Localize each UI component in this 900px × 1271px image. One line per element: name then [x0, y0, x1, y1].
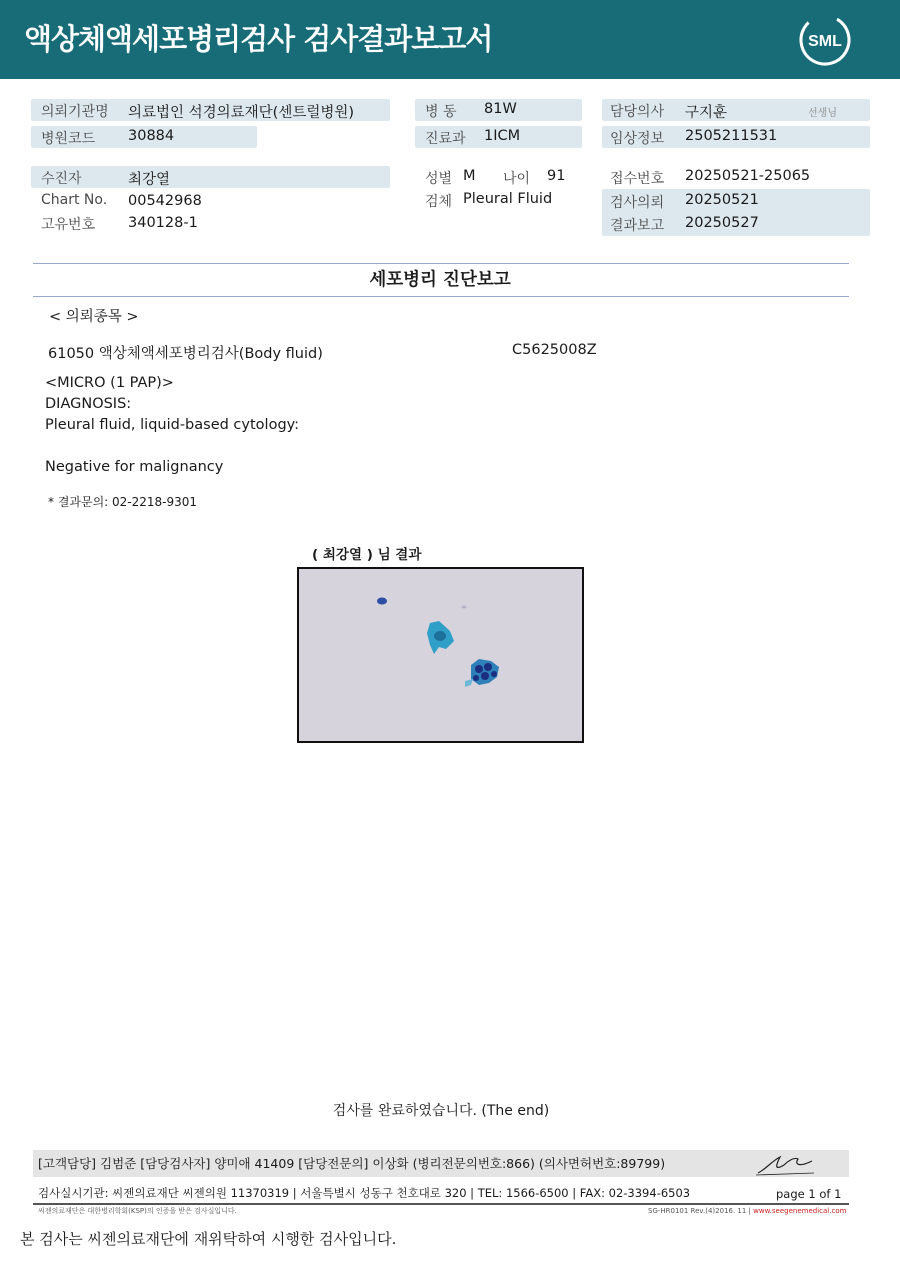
- page-number: page 1 of 1: [776, 1187, 842, 1201]
- dept-row: [415, 126, 582, 148]
- institution-label: 의뢰기관명: [41, 104, 109, 120]
- image-caption: ( 최강열 ) 님 결과: [312, 547, 422, 563]
- receipt-label: 접수번호: [610, 171, 665, 187]
- report-title: 액상체액세포병리검사 검사결과보고서: [24, 22, 493, 56]
- specimen-label: 검체: [425, 194, 453, 210]
- ward-label: 병 동: [425, 104, 457, 120]
- signature: [754, 1151, 816, 1177]
- end-of-report: 검사를 완료하였습니다. (The end): [332, 1103, 550, 1119]
- chart-label: Chart No.: [41, 192, 108, 208]
- outsourcing-note: 본 검사는 씨젠의료재단에 재위탁하여 시행한 검사입니다.: [20, 1230, 397, 1248]
- clinical-value: 2505211531: [685, 128, 778, 144]
- patient-label: 수진자: [41, 171, 82, 187]
- doctor-row: [602, 99, 870, 121]
- unique-value: 340128-1: [128, 215, 198, 231]
- sex-label: 성별: [425, 171, 453, 187]
- form-code-text: SG-HR0101 Rev.(4)2016. 11 |: [648, 1207, 754, 1215]
- hospital-code-value: 30884: [128, 128, 175, 144]
- ward-value: 81W: [484, 101, 517, 117]
- logo-text: SML: [808, 33, 842, 50]
- specimen-value: Pleural Fluid: [463, 191, 553, 207]
- cytology-micrograph: [297, 567, 584, 743]
- form-code: [648, 1207, 846, 1215]
- footer-rule: [33, 1203, 849, 1205]
- report-date-value: 20250527: [685, 215, 759, 231]
- inquiry-phone: * 결과문의: 02-2218-9301: [48, 495, 198, 509]
- request-label: 검사의뢰: [610, 195, 665, 211]
- specimen-desc-line: Pleural fluid, liquid-based cytology:: [45, 417, 300, 433]
- age-value: 91: [547, 168, 566, 184]
- age-label: 나이: [503, 171, 531, 187]
- clinical-row: [602, 126, 870, 148]
- specimen-number: C5625008Z: [512, 342, 597, 358]
- section-rule-bottom: [33, 296, 849, 297]
- request-items-label: < 의뢰종목 >: [49, 309, 139, 325]
- institution-value: 의료법인 석경의료재단(센트럴병원): [128, 105, 355, 121]
- report-date-label: 결과보고: [610, 218, 665, 234]
- doctor-value: 구지훈: [685, 105, 728, 121]
- hospital-code-label: 병원코드: [41, 131, 96, 147]
- lab-address: 검사실시기관: 씨젠의료재단 씨젠의원 11370319 | 서울특별시 성동구 천호대로 320 | TEL: 1566-6500 | FAX: 02-3394-6503: [38, 1186, 691, 1200]
- patient-name: 최강열: [128, 172, 171, 188]
- staff-info: [고객담당] 김범준 [담당검사자] 양미애 41409 [담당전문의] 이상화 (병리전문의번호:866) (의사면허번호:89799): [38, 1156, 666, 1171]
- dept-label: 진료과: [425, 131, 466, 147]
- chart-value: 00542968: [128, 193, 202, 209]
- section-rule-top: [33, 263, 849, 264]
- sex-value: M: [463, 168, 476, 184]
- website-link[interactable]: www.seegenemedical.com: [753, 1207, 847, 1215]
- clinical-label: 임상정보: [610, 131, 665, 147]
- test-code-name: 61050 액상체액세포병리검사(Body fluid): [48, 346, 323, 362]
- diagnosis-line: DIAGNOSIS:: [45, 396, 132, 412]
- unique-label: 고유번호: [41, 217, 96, 233]
- hospital-code-row: [31, 126, 257, 148]
- dates-block: [602, 189, 870, 236]
- institution-row: [31, 99, 390, 121]
- micrograph-cells: [299, 569, 582, 741]
- accreditation-note: 씨젠의료재단은 대한병리학회(KSP)의 인증을 받은 검사실입니다.: [38, 1207, 237, 1215]
- doctor-label: 담당의사: [610, 104, 665, 120]
- micro-line: <MICRO (1 PAP)>: [45, 375, 174, 391]
- receipt-value: 20250521-25065: [685, 168, 811, 184]
- ward-row: [415, 99, 582, 121]
- section-title: 세포병리 진단보고: [369, 270, 511, 290]
- diagnosis-result: Negative for malignancy: [45, 459, 224, 475]
- doctor-suffix: 선생님: [808, 108, 837, 119]
- request-value: 20250521: [685, 192, 759, 208]
- patient-row: [31, 166, 390, 188]
- dept-value: 1ICM: [484, 128, 521, 144]
- report-header: [0, 0, 900, 79]
- sml-logo: [797, 12, 853, 68]
